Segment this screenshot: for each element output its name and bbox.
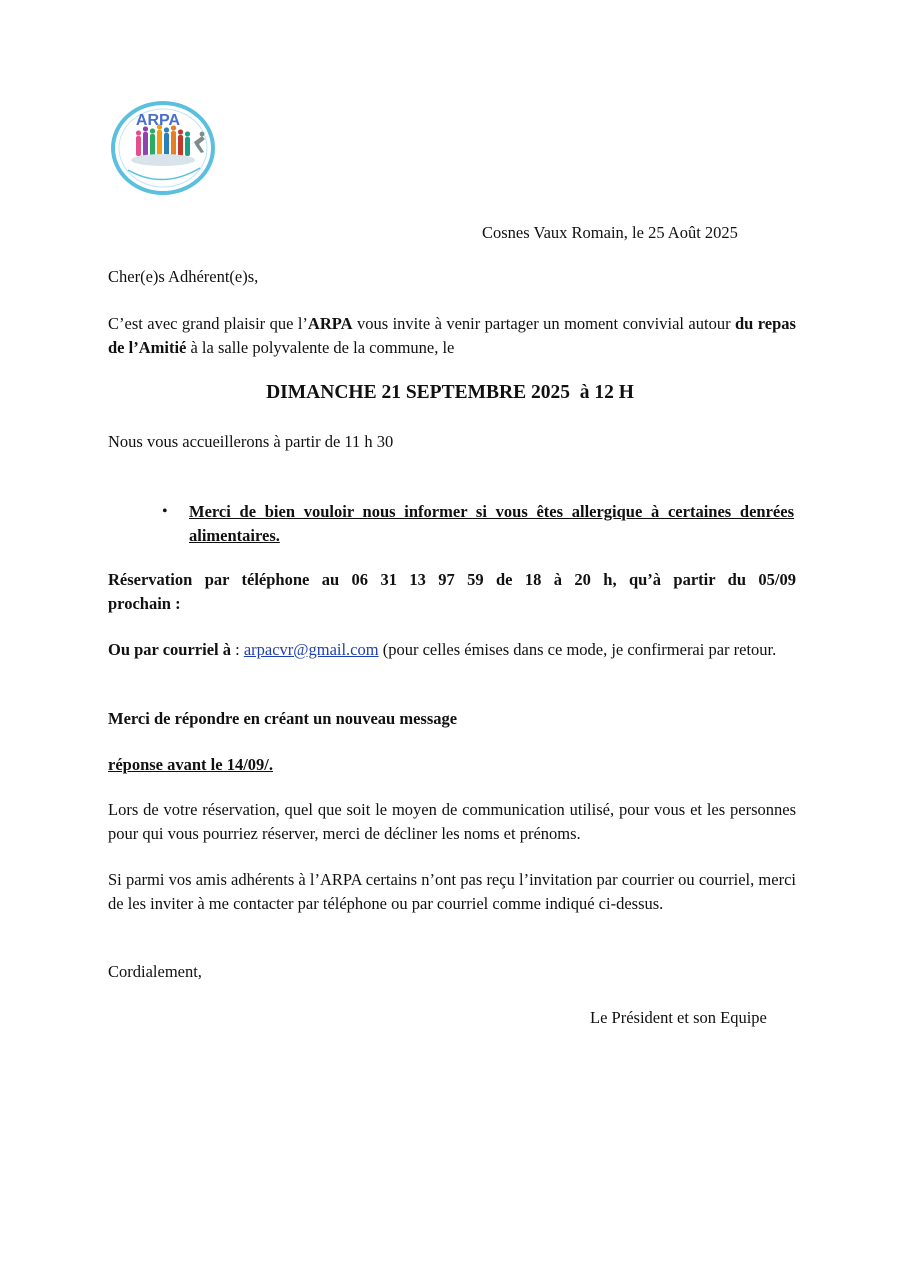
- names-paragraph: Lors de votre réservation, quel que soit le moyen de communication utilisé, pour vous et les personnes pour qui vous pourriez réserver, merci de décliner les noms et prénoms.: [108, 800, 796, 843]
- reservation-line1: Réservation par téléphone au 06 31 13 97 59 de 18 à 20 h, qu’à partir du 05/09: [108, 570, 796, 589]
- email-link[interactable]: arpacvr@gmail.com: [243, 640, 379, 659]
- reply-instruction: Merci de répondre en créant un nouveau message: [108, 709, 458, 728]
- welcome-time: Nous vous accueillerons à partir de 11 h 30: [108, 432, 394, 451]
- reservation-info: [108, 568, 796, 616]
- event-datetime: DIMANCHE 21 SEPTEMBRE 2025 à 12 H: [266, 382, 634, 403]
- arpa-logo: [108, 98, 218, 198]
- greeting: Cher(e)s Adhérent(e)s,: [108, 267, 259, 286]
- bullet-icon: •: [162, 503, 168, 520]
- intro-paragraph: [108, 312, 796, 360]
- intro-event-name: du repas de l’Amitié: [108, 314, 796, 357]
- reply-deadline: réponse avant le 14/09/.: [108, 755, 273, 774]
- allergy-notice: Merci de bien vouloir nous informer si vous êtes allergique à certaines denrées alimentaires.: [189, 502, 794, 545]
- signature: Le Président et son Equipe: [590, 1008, 767, 1027]
- place-and-date: Cosnes Vaux Romain, le 25 Août 2025: [482, 223, 738, 242]
- intro-org: ARPA: [307, 314, 353, 333]
- invite-paragraph: Si parmi vos amis adhérents à l’ARPA certains n’ont pas reçu l’invitation par courrier ou courriel, merci de les inviter à me contacter par téléphone ou par courriel comme indiqué ci-dessus.: [108, 870, 796, 913]
- intro-part3: à la salle polyvalente de la commune, le: [186, 338, 455, 357]
- email-note: (pour celles émises dans ce mode, je confirmerai par retour.: [378, 640, 777, 659]
- reservation-line2: prochain :: [108, 594, 181, 613]
- closing: Cordialement,: [108, 962, 202, 981]
- email-paragraph: [108, 638, 796, 662]
- logo-graphic: [108, 98, 218, 198]
- logo-text: ARPA: [135, 112, 181, 129]
- intro-part1: C’est avec grand plaisir que l’: [108, 314, 308, 333]
- email-separator: :: [230, 640, 244, 659]
- email-label: Ou par courriel à: [108, 640, 231, 659]
- intro-part2: vous invite à venir partager un moment convivial autour: [352, 314, 735, 333]
